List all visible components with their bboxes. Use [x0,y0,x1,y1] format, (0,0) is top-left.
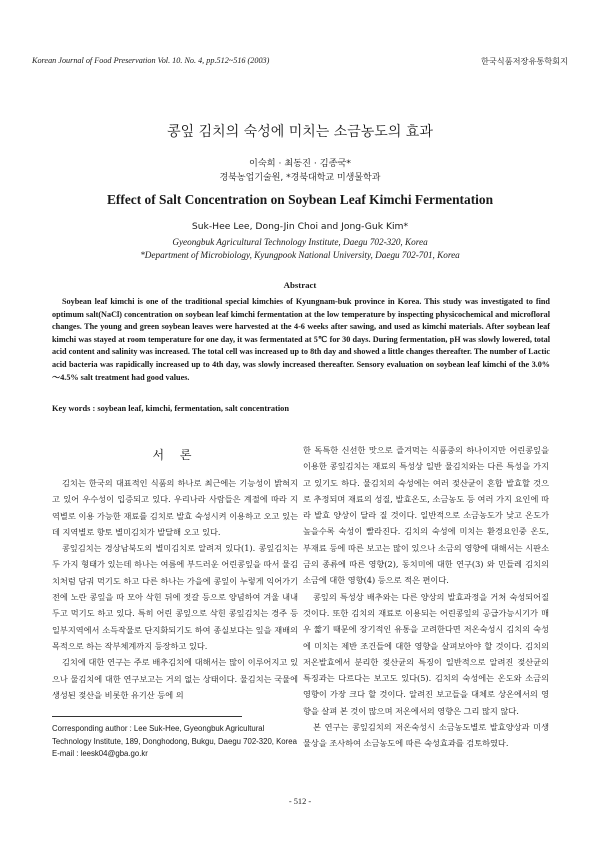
intro-paragraph: 김치에 대한 연구는 주로 배추김치에 대해서는 많이 이루어지고 있으나 물김치에 대한 연구보고는 거의 없는 상태이다. 물김치는 국물에 생성된 젖산을 비롯한 유기산 등에 의 [52,657,298,700]
english-affiliation-2: *Department of Microbiology, Kyungpook National University, Daegu 702-701, Korea [140,250,460,260]
korean-affiliation: 경북농업기술원, *경북대학교 미생물학과 [219,173,381,183]
korean-title: 콩잎 김치의 숙성에 미치는 소금농도의 효과 [167,124,433,140]
corresponding-author: Corresponding author : Lee Suk-Hee, Gyeongbuk Agricultural Technology Institute, 189, Donghodong, Bukgu, Daegu 702-320, Korea [52,724,297,746]
intro-paragraph: 콩잎의 특성상 배추와는 다른 양상의 발효과정을 거쳐 숙성되어질 것이다. 또한 김치의 재료로 이용되는 어린콩잎의 공급가능시기가 매우 짧기 때문에 장기적인 유통을 고려한다면 저온숙성시 김치의 숙성에 미치는 제반 조건들에 대한 영향을 살펴보아야 할 것이다. 김치의 저온발효에서 분리한 젖산균의 특징이 일반적으로 알려진 젖산균의 특징과는 다르다는 보고도 있다(5). 김치의 숙성에는 온도와 소금의 영향이 가장 크다 할 것이다. 알려진 보고들을 대체로 상온에서의 영향을 살펴 본 것이 많으며 저온에서의 영향은 그리 많지 않다. [303,591,549,716]
left-column [52,446,298,703]
footnote [52,723,298,761]
intro-paragraph: 본 연구는 콩잎김치의 저온숙성시 소금농도별로 발효양상과 미생물상을 조사하여 소금농도에 따른 숙성효과를 검토하였다. [303,722,549,749]
abstract-heading: Abstract [283,280,317,290]
intro-paragraph: 한 독특한 신선한 맛으로 즐겨먹는 식품중의 하나이지만 어린콩잎을 이용한 콩잎김치는 재료의 특성상 일반 물김치와는 다른 특성을 가지고 있기도 하다. 물김치의 숙성에는 여러 젖산균이 혼합 발효할 것으로 추정되며 재료의 성질, 발효온도, 소금농도 등 여러 가지 요인에 따라 발효 양상이 달라 질 것이다. 일반적으로 소금농도가 낮고 온도가 높을수록 숙성이 빨라진다. 김치의 숙성에 미치는 환경요인중 온도, 부재료 등에 따른 보고는 많이 있으나 소금의 영향에 대해서는 시판소금의 종류에 따른 영향(2), 동치미에 대한 연구(3) 와 민들레 김치의 소금에 대한 영향(4) 등으로 적은 편이다. [303,445,549,586]
keywords: Key words : soybean leaf, kimchi, fermentation, salt concentration [52,404,290,413]
page-number: - 512 - [288,797,312,806]
right-column [303,442,549,752]
intro-paragraph: 콩잎김치는 경상남북도의 별미김치로 알려져 있다(1). 콩잎김치는 두 가지 형태가 있는데 하나는 여름에 부드러운 어린콩잎을 따서 물김치처럼 담궈 먹기도 하고 다른 하나는 가을에 콩잎이 누렇게 익어가기 전에 노란 콩잎을 따 모아 삭힌 뒤에 젓갈 등으로 양념하여 겨울 내내 두고 먹기도 하고 있다. 특히 어린 콩잎으로 삭힌 콩잎김치는 경주 등 일부지역에서 소득작물로 단지화되기도 하여 종실보다는 잎을 재배의 목적으로 하는 작부체계까지 등장하고 있다. [52,543,298,651]
korean-authors: 이숙희 · 최동진 · 김종국* [249,158,351,169]
english-title: Effect of Salt Concentration on Soybean Leaf Kimchi Fermentation [106,192,494,207]
english-authors: Suk-Hee Lee, Dong-Jin Choi and Jong-Guk Kim* [191,221,409,232]
section-title: 서 론 [152,448,198,462]
abstract [52,296,550,384]
abstract-text: Soybean leaf kimchi is one of the traditional special kimchies of Kyungnam-buk province in Korea. This study was investigated to find optimum salt(NaCl) concentration on soybean leaf kimchi fermentation at the low temperature by inspecting physicochemical and microfloral changes. The young and green soybean leaves were harvested at the 4-6 weeks after sawing, and used as kimchi materials. After soybean leaf kimchi was stayed at room temperature for one day, it was fermentated at 5℃ for 30 days. During fermentation, pH was slowly lowered, total acid content and salinity was increased. The total cell was increased up to 8th day and showed a little changes thereafter. The number of Lactic acid bacteria was rapidically increased up to 4th day, was slowly increased thereafter. Sensory evaluation on soybean leaf kimchi of the 3.0%～4.5% salt treatment had good values. [52,297,550,382]
journal-citation: Korean Journal of Food Preservation Vol. 10. No. 4, pp.512~516 (2003) [32,56,270,65]
author-email: E-mail : leesk04@gba.go.kr [52,749,148,759]
society-name: 한국식품저장유통학회지 [480,56,568,66]
intro-paragraph: 김치는 한국의 대표적인 식품의 하나로 최근에는 기능성이 밝혀지고 있어 우수성이 입증되고 있다. 우리나라 사람들은 계절에 따라 지역별로 이용 가능한 재료를 김치로 발효 숙성시켜 이용하고 오고 있는데 지역별로 향토 별미김치가 발달해 오고 있다. [52,478,298,537]
footnote-divider [52,716,242,717]
english-affiliation-1: Gyeongbuk Agricultural Technology Institute, Daegu 702-320, Korea [172,237,428,247]
